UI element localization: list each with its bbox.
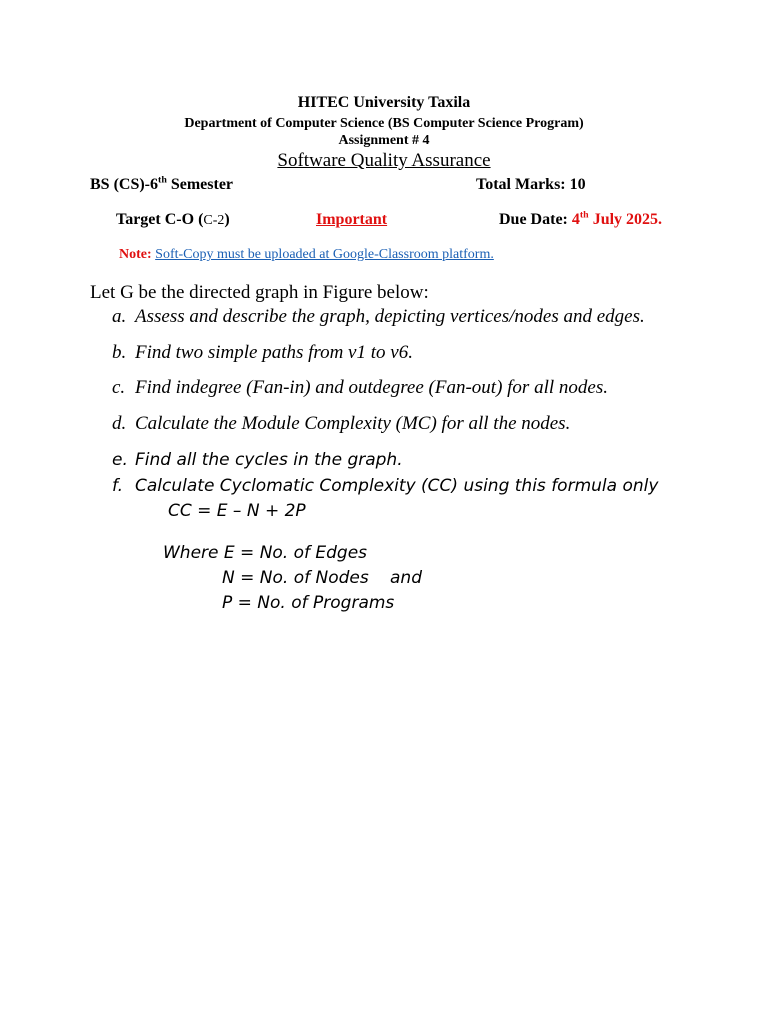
question-d	[112, 413, 570, 435]
target-close: )	[224, 211, 230, 228]
nodes-definition: N = No. of Nodes	[222, 568, 369, 588]
due-day: 4	[571, 211, 580, 228]
question-text: Calculate the Module Complexity (MC) for all the nodes.	[135, 413, 571, 434]
semester-label	[90, 176, 233, 194]
note-link[interactable]: Soft-Copy must be uploaded at Google-Classroom platform.	[155, 247, 494, 262]
target-co	[116, 211, 230, 229]
programs-definition: P = No. of Programs	[222, 593, 395, 613]
university-name: HITEC University Taxila	[297, 94, 471, 111]
question-letter: c.	[112, 377, 126, 398]
semester-suffix: Semester	[166, 176, 234, 193]
due-label: Due Date:	[499, 211, 572, 228]
question-text: Find all the cycles in the graph.	[135, 450, 403, 470]
question-c	[112, 377, 608, 399]
question-letter: d.	[112, 413, 127, 434]
and-word: and	[390, 568, 422, 588]
question-letter: b.	[112, 342, 127, 363]
question-a	[112, 306, 645, 328]
question-text: Calculate Cyclomatic Complexity (CC) using this formula only	[135, 476, 659, 496]
important-label: Important	[316, 211, 388, 228]
due-date	[499, 211, 662, 229]
note-label: Note:	[119, 247, 152, 262]
target-label: Target C-O (	[116, 211, 204, 228]
question-f	[112, 476, 658, 496]
note	[119, 247, 494, 263]
question-letter: f.	[112, 476, 124, 496]
due-rest: July 2025.	[588, 211, 663, 228]
semester-sup: th	[158, 174, 167, 186]
question-text: Find indegree (Fan-in) and outdegree (Fan-out) for all nodes.	[135, 377, 608, 398]
assignment-number: Assignment # 4	[338, 133, 430, 148]
semester-prefix: BS (CS)-6	[90, 176, 159, 193]
total-marks: Total Marks: 10	[476, 176, 586, 193]
department-name: Department of Computer Science (BS Computer Science Program)	[184, 116, 584, 131]
question-b	[112, 342, 413, 364]
cc-formula: CC = E – N + 2P	[168, 501, 306, 521]
question-text: Find two simple paths from v1 to v6.	[135, 342, 413, 363]
where-edges: Where E = No. of Edges	[163, 543, 368, 563]
due-sup: th	[579, 209, 589, 221]
question-text: Assess and describe the graph, depicting vertices/nodes and edges.	[135, 306, 645, 327]
intro-text: Let G be the directed graph in Figure below:	[90, 282, 429, 303]
question-e	[112, 450, 403, 470]
question-letter: e.	[112, 450, 128, 470]
question-letter: a.	[112, 306, 127, 327]
course-title: Software Quality Assurance	[277, 150, 491, 171]
target-code: C-2	[203, 213, 225, 228]
